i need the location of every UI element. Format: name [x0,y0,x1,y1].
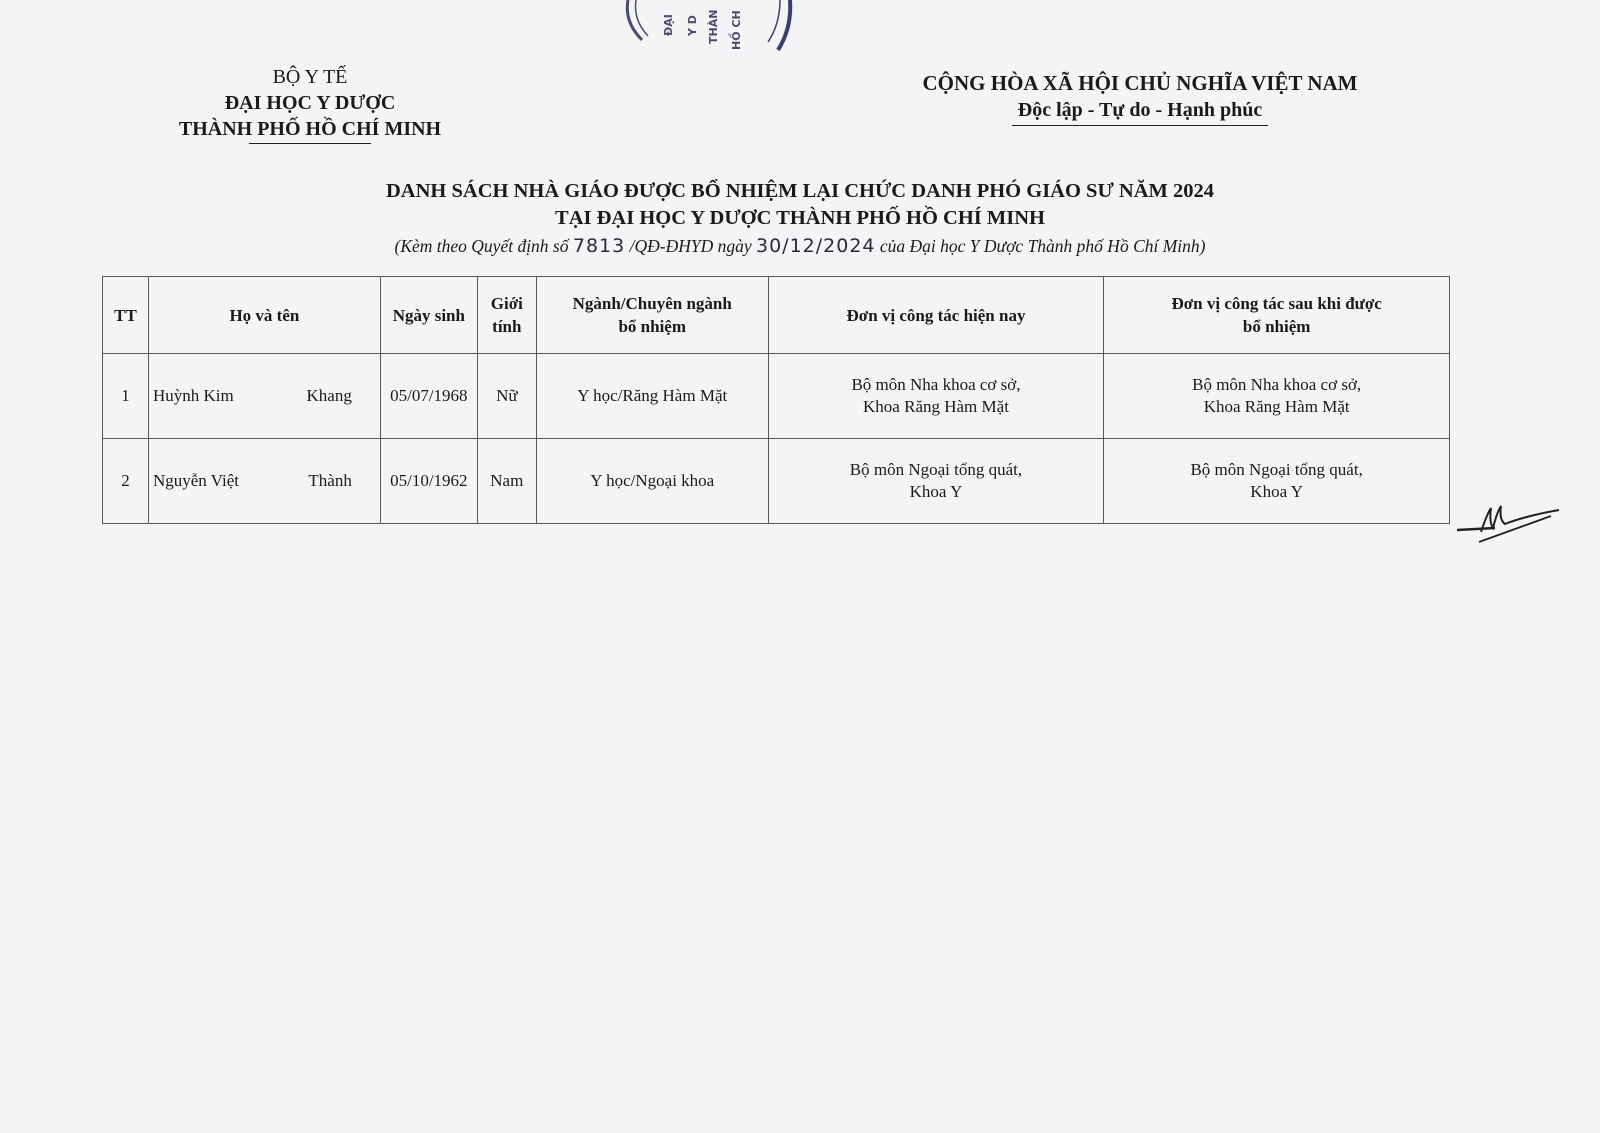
seal-text-1: ĐẠI [662,14,675,36]
row-gender: Nữ [477,354,536,439]
row-dob: 05/10/1962 [380,439,477,524]
row-gender: Nam [477,439,536,524]
col-header-current-unit: Đơn vị công tác hiện nay [768,277,1104,354]
subtitle-middle: /QĐ-ĐHYD ngày [629,236,752,256]
col-header-field-line1: Ngành/Chuyên ngành [572,294,732,313]
row-current-unit-line1: Bộ môn Nha khoa cơ sở, [851,375,1021,394]
row-current-unit-line2: Khoa Răng Hàm Mặt [863,397,1009,416]
subtitle-suffix: của Đại học Y Dược Thành phố Hồ Chí Minh) [879,236,1206,256]
col-header-new-unit-line1: Đơn vị công tác sau khi được [1171,294,1382,313]
col-header-gender-line1: Giới [490,294,523,313]
col-header-new-unit-line2: bổ nhiệm [1242,317,1311,336]
ministry-name: BỘ Y TẾ [272,66,348,88]
official-seal-fragment [620,0,820,56]
row-current-unit [768,439,1104,524]
col-header-tt: TT [103,277,149,354]
national-motto: Độc lập - Tự do - Hạnh phúc [1017,99,1263,121]
issuing-authority-header [150,64,470,144]
row-given-name: Khang [306,386,352,405]
row-new-unit [1104,354,1450,439]
row-field: Y học/Ngoại khoa [536,439,768,524]
document-title-line1: DANH SÁCH NHÀ GIÁO ĐƯỢC BỔ NHIỆM LẠI CHỨC DANH PHÓ GIÁO SƯ NĂM 2024 [386,180,1214,202]
col-header-field-line2: bổ nhiệm [618,317,686,336]
header-left-underline [249,143,371,144]
header-right-underline [1012,125,1268,126]
document-subtitle [100,233,1500,259]
col-header-dob: Ngày sinh [380,277,477,354]
col-header-field [536,277,768,354]
seal-text-4: HỒ CH [730,10,743,50]
initials-signature [1455,502,1565,552]
row-given-name: Thành [308,471,352,490]
table-row [103,439,1450,524]
table-row [103,354,1450,439]
seal-text-2: Y D [686,15,699,36]
university-name-line2: THÀNH PHỐ HỒ CHÍ MINH [178,118,442,140]
col-header-name: Họ và tên [148,277,380,354]
decision-number: 7813 [572,235,626,257]
row-surname: Huỳnh Kim [152,386,234,405]
row-current-unit-line2: Khoa Y [909,482,963,501]
row-full-name [148,439,380,524]
row-dob: 05/07/1968 [380,354,477,439]
table-header-row [103,277,1450,354]
document-title-line2: TẠI ĐẠI HỌC Y DƯỢC THÀNH PHỐ HỒ CHÍ MINH [555,207,1045,229]
row-field: Y học/Răng Hàm Mặt [536,354,768,439]
col-header-new-unit [1104,277,1450,354]
row-current-unit [768,354,1104,439]
row-current-unit-line1: Bộ môn Ngoại tổng quát, [849,460,1023,479]
row-new-unit-line1: Bộ môn Ngoại tổng quát, [1190,460,1363,479]
row-new-unit-line2: Khoa Y [1250,482,1304,501]
col-header-gender [477,277,536,354]
subtitle-prefix: (Kèm theo Quyết định số [394,236,569,256]
col-header-gender-line2: tính [492,317,522,336]
national-header [900,70,1380,126]
country-name: CỘNG HÒA XÃ HỘI CHỦ NGHĨA VIỆT NAM [922,71,1358,95]
appointee-table [102,276,1450,524]
university-name-line1: ĐẠI HỌC Y DƯỢC [224,92,396,114]
decision-date: 30/12/2024 [756,235,876,257]
row-tt: 1 [103,354,149,439]
row-new-unit-line2: Khoa Răng Hàm Mặt [1203,397,1350,416]
row-new-unit-line1: Bộ môn Nha khoa cơ sở, [1192,375,1362,394]
row-full-name [148,354,380,439]
document-title-block [100,178,1500,259]
row-tt: 2 [103,439,149,524]
row-surname: Nguyễn Việt [152,471,239,490]
row-new-unit [1104,439,1450,524]
seal-text-3: THÀN [707,9,720,44]
